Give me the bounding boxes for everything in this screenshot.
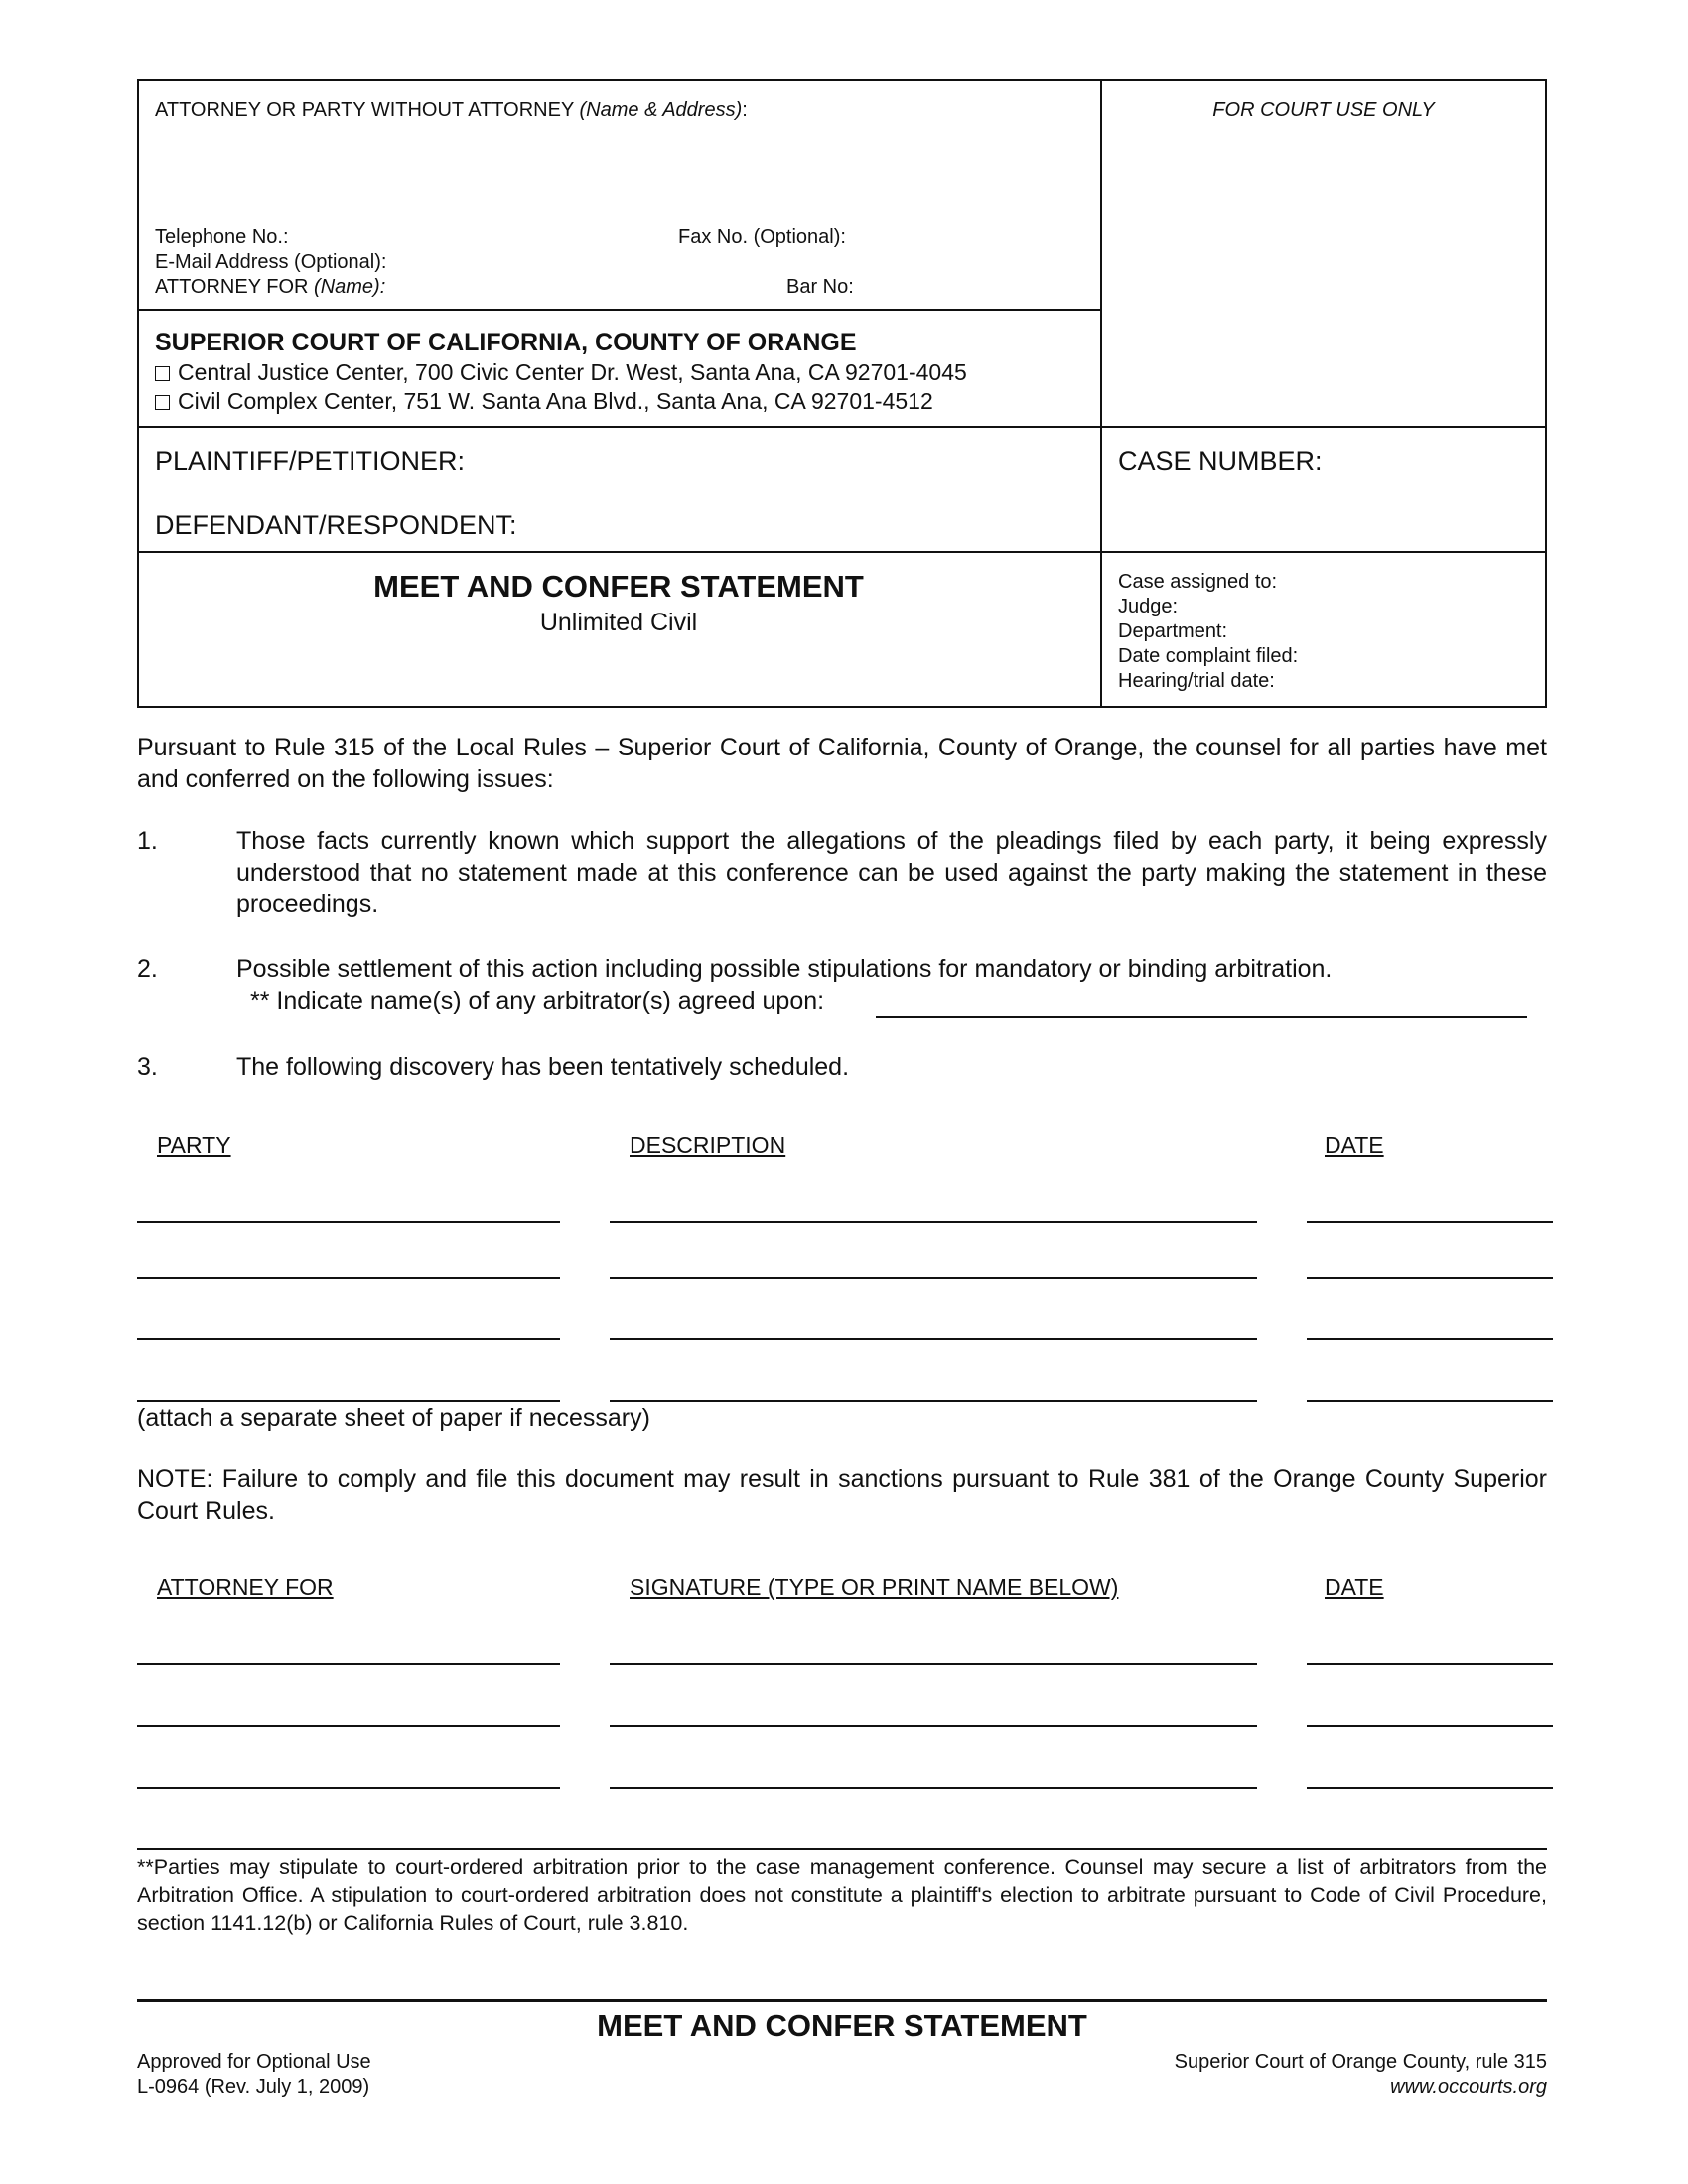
checkbox-central[interactable] [155, 366, 170, 381]
col-sig-date: DATE [1325, 1574, 1384, 1600]
attorney-label-colon: : [742, 99, 748, 121]
checkbox-complex[interactable] [155, 395, 170, 410]
approved-label: Approved for Optional Use [137, 2051, 371, 2073]
judge-label: Judge: [1118, 596, 1179, 617]
item-2-text: Possible settlement of this action including possible stipulations for mandatory or binding arbitration. [236, 955, 1333, 983]
footnote-rule [137, 1848, 1547, 1850]
signature-field[interactable] [610, 1725, 1257, 1727]
signature-field[interactable] [610, 1663, 1257, 1665]
item-1-text: Those facts currently known which support the allegations of the pleadings filed by each party, it being expressly understood that no statement made at this conference can be used against the party making the statement in these proceedings. [236, 827, 1547, 918]
hearing-date-label: Hearing/trial date: [1118, 670, 1275, 692]
caption-divider-parties [137, 551, 1547, 553]
footer-rule [137, 1999, 1547, 2002]
signature-field[interactable] [610, 1787, 1257, 1789]
attorney-for-label [155, 275, 385, 300]
attorney-label-text: ATTORNEY OR PARTY WITHOUT ATTORNEY [155, 99, 574, 121]
fax-label: Fax No. (Optional): [678, 226, 846, 248]
arbitration-footnote: **Parties may stipulate to court-ordered arbitration prior to the case management conference. Counsel may secure a list of arbitrators from the Arbitration Office. A stipulation to court-ordered arbitration does not constitute a plaintiff's election to arbitrate pursuant to Code of Civil Procedure, section 1141.12(b) or California Rules of Court, rule 3.810. [137, 1855, 1547, 1935]
caption-vertical-divider [1100, 79, 1102, 708]
signature-date-field[interactable] [1307, 1787, 1553, 1789]
item-2-arbitrator-label: ** Indicate name(s) of any arbitrator(s) agreed upon: [250, 987, 825, 1015]
plaintiff-label: PLAINTIFF/PETITIONER: [155, 446, 466, 476]
form-number: L-0964 (Rev. July 1, 2009) [137, 2076, 370, 2098]
attorney-label [155, 98, 748, 123]
court-use-only: FOR COURT USE ONLY [1212, 99, 1435, 121]
discovery-party-field[interactable] [137, 1338, 560, 1340]
attorney-for-field[interactable] [137, 1663, 560, 1665]
attach-note: (attach a separate sheet of paper if necessary) [137, 1404, 650, 1432]
telephone-label: Telephone No.: [155, 226, 289, 248]
arbitrator-name-field[interactable] [876, 1016, 1527, 1018]
form-subtitle: Unlimited Civil [539, 609, 698, 636]
department-label: Department: [1118, 620, 1228, 642]
col-party: PARTY [157, 1132, 231, 1158]
location-complex [155, 387, 933, 416]
attorney-for-text: ATTORNEY FOR [155, 276, 309, 298]
location-central [155, 358, 967, 387]
form-title: MEET AND CONFER STATEMENT [373, 569, 864, 604]
discovery-date-field[interactable] [1307, 1400, 1553, 1402]
attorney-for-field[interactable] [137, 1725, 560, 1727]
discovery-description-field[interactable] [610, 1277, 1257, 1279]
email-label: E-Mail Address (Optional): [155, 251, 387, 273]
attorney-for-field[interactable] [137, 1787, 560, 1789]
discovery-description-field[interactable] [610, 1400, 1257, 1402]
item-3-number: 3. [137, 1053, 158, 1081]
discovery-date-field[interactable] [1307, 1221, 1553, 1223]
discovery-date-field[interactable] [1307, 1338, 1553, 1340]
caption-divider-attorney [137, 309, 1101, 311]
item-1-number: 1. [137, 827, 158, 855]
col-description: DESCRIPTION [630, 1132, 786, 1158]
col-signature: SIGNATURE (TYPE OR PRINT NAME BELOW) [630, 1574, 1119, 1600]
signature-date-field[interactable] [1307, 1725, 1553, 1727]
date-filed-label: Date complaint filed: [1118, 645, 1299, 667]
signature-date-field[interactable] [1307, 1663, 1553, 1665]
case-assigned-label: Case assigned to: [1118, 571, 1278, 593]
item-2-number: 2. [137, 955, 158, 983]
item-3-text: The following discovery has been tentatively scheduled. [236, 1053, 850, 1081]
discovery-party-field[interactable] [137, 1277, 560, 1279]
location-complex-text: Civil Complex Center, 751 W. Santa Ana Blvd., Santa Ana, CA 92701-4512 [178, 388, 933, 414]
location-central-text: Central Justice Center, 700 Civic Center Dr. West, Santa Ana, CA 92701-4045 [178, 359, 967, 385]
footer-title: MEET AND CONFER STATEMENT [597, 2008, 1087, 2043]
attorney-for-name: (Name): [314, 276, 386, 298]
defendant-label: DEFENDANT/RESPONDENT: [155, 510, 517, 540]
col-date: DATE [1325, 1132, 1384, 1158]
discovery-party-field[interactable] [137, 1221, 560, 1223]
discovery-description-field[interactable] [610, 1338, 1257, 1340]
attorney-label-sub: (Name & Address) [579, 99, 743, 121]
intro-paragraph: Pursuant to Rule 315 of the Local Rules – Superior Court of California, County of Orange, the counsel for all parties have met and conferred on the following issues: [137, 734, 1547, 793]
discovery-description-field[interactable] [610, 1221, 1257, 1223]
col-attorney-for: ATTORNEY FOR [157, 1574, 334, 1600]
case-number-label: CASE NUMBER: [1118, 446, 1323, 476]
court-url[interactable]: www.occourts.org [1390, 2076, 1547, 2098]
caption-divider-court [137, 426, 1547, 428]
discovery-date-field[interactable] [1307, 1277, 1553, 1279]
sanctions-note: NOTE: Failure to comply and file this document may result in sanctions pursuant to Rule 381 of the Orange County Superior Court Rules. [137, 1465, 1547, 1525]
rule-reference: Superior Court of Orange County, rule 315 [1174, 2051, 1547, 2073]
bar-no-label: Bar No: [786, 276, 854, 298]
court-name: SUPERIOR COURT OF CALIFORNIA, COUNTY OF ORANGE [155, 329, 857, 356]
